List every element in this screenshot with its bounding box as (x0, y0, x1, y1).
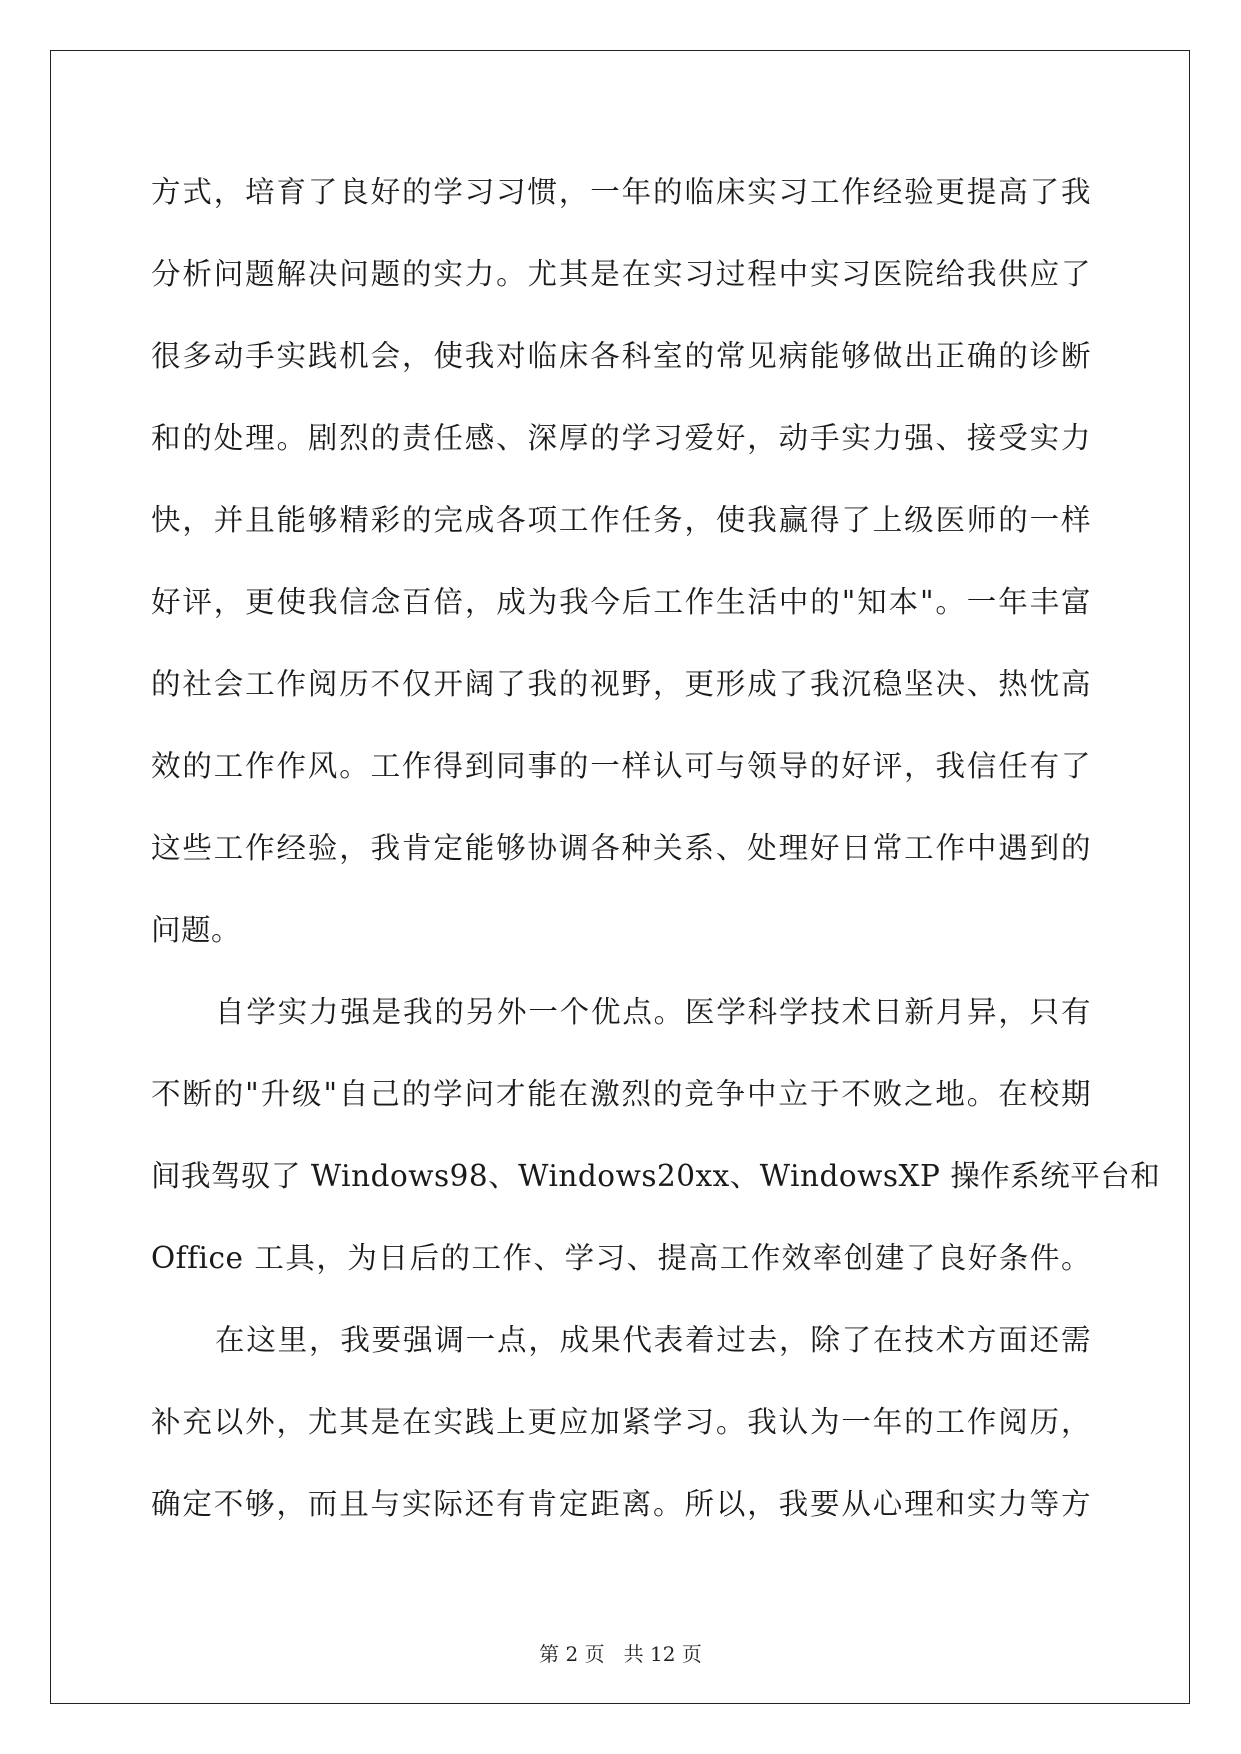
page-total: 共 12 页 (623, 1642, 702, 1666)
text-line: 和的处理。剧烈的责任感、深厚的学习爱好，动手实力强、接受实力 (151, 421, 1091, 455)
text-line: 不断的"升级"自己的学问才能在激烈的竞争中立于不败之地。在校期 (151, 1077, 1091, 1111)
document-body (151, 162, 1161, 1556)
text-line: 方式，培育了良好的学习习惯，一年的临床实习工作经验更提高了我 (151, 175, 1091, 209)
text-line: 补充以外，尤其是在实践上更应加紧学习。我认为一年的工作阅历， (151, 1405, 1091, 1439)
text-line: 快，并且能够精彩的完成各项工作任务，使我赢得了上级医师的一样 (151, 503, 1091, 537)
text-line: 自学实力强是我的另外一个优点。医学科学技术日新月异，只有 (215, 995, 1091, 1029)
text-line: 确定不够，而且与实际还有肯定距离。所以，我要从心理和实力等方 (151, 1487, 1091, 1521)
text-line: 问题。 (151, 913, 242, 947)
text-line: Office 工具，为日后的工作、学习、提高工作效率创建了良好条件。 (151, 1241, 1091, 1275)
page-footer (0, 1638, 1241, 1667)
page-number: 第 2 页 (539, 1642, 605, 1666)
text-line: 在这里，我要强调一点，成果代表着过去，除了在技术方面还需 (215, 1323, 1091, 1357)
text-line: 好评，更使我信念百倍，成为我今后工作生活中的"知本"。一年丰富 (151, 585, 1091, 619)
text-line: 这些工作经验，我肯定能够协调各种关系、处理好日常工作中遇到的 (151, 831, 1091, 865)
text-line: 很多动手实践机会，使我对临床各科室的常见病能够做出正确的诊断 (151, 339, 1091, 373)
text-line: 分析问题解决问题的实力。尤其是在实习过程中实习医院给我供应了 (151, 257, 1091, 291)
text-line: 效的工作作风。工作得到同事的一样认可与领导的好评，我信任有了 (151, 749, 1091, 783)
text-line: 间我驾驭了 Windows98、Windows20xx、WindowsXP 操作系统平台和 (151, 1159, 1161, 1193)
text-line: 的社会工作阅历不仅开阔了我的视野，更形成了我沉稳坚决、热忱高 (151, 667, 1091, 701)
